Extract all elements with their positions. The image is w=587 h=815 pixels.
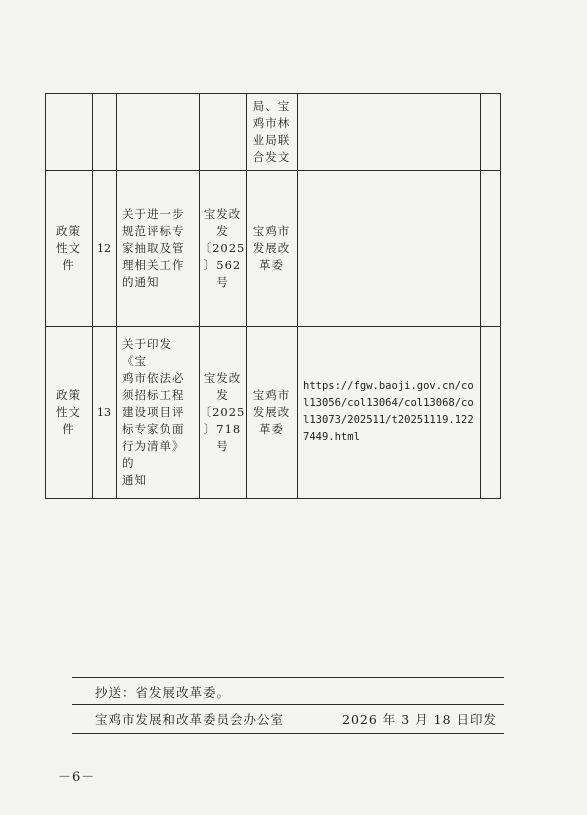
- category-text: 政策 性文 件: [56, 223, 81, 272]
- table-cell-doc-number: [199, 170, 246, 326]
- footer-top-rule: [72, 677, 504, 678]
- table-cell-issuer: [246, 326, 297, 498]
- index-text: 12: [97, 241, 111, 255]
- footer-bottom-rule: [72, 733, 504, 734]
- policy-link[interactable]: https://fgw.baoji.gov.cn/col13056/col13064/col13068/col13073/202511/t20251119.1227449.html: [303, 380, 474, 443]
- table-cell-index: [92, 326, 116, 498]
- issuer-text: 局、宝 鸡市林 业局联 合发文: [252, 98, 291, 164]
- table-cell-category: [45, 326, 92, 498]
- doc-number-text: 宝发改 发 〔2025 〕562 号: [199, 206, 246, 289]
- table-cell-title: [116, 326, 199, 498]
- category-text: 政策 性文 件: [56, 387, 81, 436]
- table-bottom-border: [45, 498, 501, 499]
- page-number: －6－: [58, 770, 96, 785]
- table-cell-link[interactable]: [297, 326, 480, 498]
- issuer-text: 宝鸡市 发展改 革委: [252, 387, 291, 436]
- table-cell-issuer: [246, 93, 297, 170]
- table-cell-index: [92, 170, 116, 326]
- table-cell-category: [45, 170, 92, 326]
- title-text: 关于进一步 规范评标专 家抽取及管 理相关工作 的通知: [122, 206, 185, 289]
- issuer-text: 宝鸡市 发展改 革委: [252, 223, 291, 272]
- doc-number-text: 宝发改 发 〔2025 〕718 号: [199, 370, 246, 453]
- index-text: 13: [97, 405, 111, 419]
- issue-date: 2026 年 3 月 18 日印发: [342, 712, 498, 727]
- table-right-border: [500, 93, 501, 499]
- cc-line: 抄送：省发展改革委。: [95, 685, 231, 700]
- title-text: 关于印发《宝 鸡市依法必 须招标工程 建设项目评 标专家负面 行为清单》的 通知: [122, 336, 185, 487]
- table-cell-issuer: [246, 170, 297, 326]
- footer-middle-rule: [72, 704, 504, 705]
- column-divider: [480, 93, 481, 499]
- table-cell-doc-number: [199, 326, 246, 498]
- issuing-office: 宝鸡市发展和改革委员会办公室: [95, 712, 285, 727]
- table-cell-title: [116, 170, 199, 326]
